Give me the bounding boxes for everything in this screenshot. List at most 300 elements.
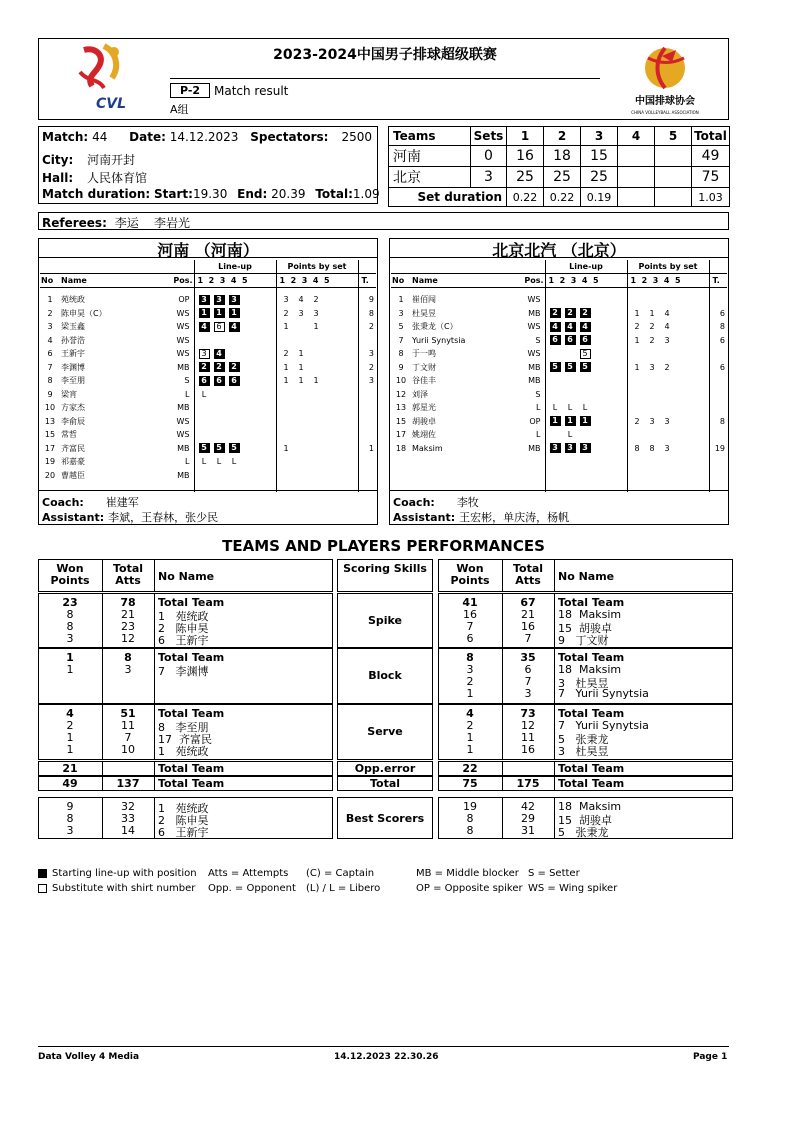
player-points	[276, 388, 358, 402]
logo-text: CVL	[96, 96, 127, 112]
player-number: 19	[44, 457, 56, 467]
lineup-start-box: 2	[214, 362, 225, 372]
won-points: 1	[66, 663, 74, 676]
player-lineup	[545, 293, 627, 307]
player-row	[40, 415, 376, 429]
team-b-coach: 李牧	[456, 496, 479, 509]
best-atts: 42	[521, 800, 535, 813]
player-lineup	[194, 307, 276, 321]
roster-group-header	[358, 260, 376, 274]
perf-col-divider	[154, 761, 155, 791]
player-row	[40, 455, 376, 469]
player-position: WS	[176, 322, 190, 332]
set-points: 3	[649, 362, 655, 372]
lineup-libero: L	[231, 457, 237, 467]
lineup-sub-box: 6	[214, 322, 225, 332]
team-a-coach: 崔建军	[105, 496, 139, 509]
team-a-assistant-line	[42, 509, 218, 525]
player-points	[276, 455, 358, 469]
player-points	[627, 401, 709, 415]
total-atts: 78	[120, 596, 136, 609]
player-position: WS	[176, 430, 190, 440]
won-points: 7	[466, 620, 474, 633]
best-player: 18 Maksim	[558, 800, 622, 813]
player-name: 刘泽	[412, 389, 428, 399]
team-a-coach-divider	[38, 490, 378, 491]
set-points: 2	[634, 322, 640, 332]
player-points	[276, 428, 358, 442]
match-date: 14.12.2023	[169, 130, 239, 144]
hall-value: 人民体育馆	[87, 171, 148, 185]
set3-duration: 0.19	[581, 188, 618, 207]
player-name: 方家杰	[61, 403, 85, 413]
roster-group-header	[60, 260, 164, 274]
player-name: 李渊博	[61, 362, 85, 372]
no-name-header: No Name	[158, 570, 215, 583]
best-atts: 33	[121, 812, 135, 825]
set-points: 3	[664, 335, 670, 345]
perf-col-divider	[554, 761, 555, 791]
set-points: 3	[313, 308, 319, 318]
player-name: 丁文财	[412, 362, 436, 372]
player-name: 王新宇	[61, 349, 85, 359]
player-number: 15	[395, 416, 407, 426]
player-position: WS	[527, 349, 541, 359]
player-number: 20	[44, 470, 56, 480]
legend-op: OP = Opposite spiker	[416, 883, 523, 894]
best-points: 8	[66, 812, 74, 825]
player-position: MB	[177, 403, 190, 413]
start-value: 19.30	[192, 187, 228, 201]
total-atts: 21	[521, 608, 535, 621]
player-points	[276, 361, 358, 375]
player-lineup	[545, 307, 627, 321]
player-lineup	[194, 401, 276, 415]
page-title: 2023-2024中国男子排球超级联赛	[273, 47, 497, 63]
player-position: WS	[176, 335, 190, 345]
set4-duration	[618, 188, 655, 207]
lineup-start-box: 4	[580, 322, 591, 332]
lineup-libero: L	[567, 430, 573, 440]
set-points: 2	[649, 322, 655, 332]
best-player: 6 王新宇	[158, 826, 209, 839]
total-duration: 1.03	[692, 188, 730, 207]
won-points: 4	[66, 707, 74, 720]
set-duration-label: Set duration	[389, 188, 507, 207]
team1-set1: 16	[507, 146, 544, 167]
player-row	[40, 334, 376, 348]
won-points: 3	[66, 632, 74, 645]
lineup-libero: L	[201, 457, 207, 467]
player-total	[709, 388, 727, 402]
total-atts-b: 175	[516, 777, 540, 790]
player-position: MB	[528, 443, 541, 453]
total-atts: 11	[521, 731, 535, 744]
team1-set5	[655, 146, 692, 167]
lineup-start-box: 6	[229, 376, 240, 386]
roster-table	[391, 260, 727, 492]
player-name: 梁玉鑫	[61, 322, 85, 332]
player-position: OP	[178, 295, 190, 305]
player-points	[276, 347, 358, 361]
player-total	[358, 388, 376, 402]
total-atts: 7	[524, 632, 532, 645]
player-label: 3 杜昊昱	[558, 677, 609, 690]
player-number: 12	[395, 389, 407, 399]
player-label: 17 齐富民	[158, 733, 212, 746]
team-b-roster	[391, 260, 727, 492]
roster-group-header: Line-up	[194, 260, 276, 274]
lineup-start-box: 3	[229, 295, 240, 305]
player-lineup	[194, 320, 276, 334]
player-number: 6	[47, 349, 53, 359]
player-label: 1 苑统政	[158, 610, 209, 623]
team-a-coach-line	[42, 494, 139, 510]
starting-lineup-square-icon	[38, 869, 47, 878]
player-number: 10	[395, 376, 407, 386]
won-points: 1	[66, 651, 74, 664]
lineup-start-box: 1	[565, 416, 576, 426]
player-position: L	[185, 457, 190, 467]
roster-column-header: Pos.	[515, 274, 545, 288]
player-name: 陈申昊（C）	[61, 308, 107, 318]
player-position: S	[535, 335, 541, 345]
player-position: MB	[177, 443, 190, 453]
lineup-libero: L	[582, 403, 588, 413]
score-table	[388, 126, 730, 207]
set-points: 1	[313, 322, 319, 332]
player-name: 张秉龙（C）	[412, 322, 458, 332]
perf-col-divider	[554, 593, 555, 648]
player-name: 齐富民	[61, 443, 85, 453]
player-lineup	[545, 320, 627, 334]
best-atts: 31	[521, 824, 535, 837]
lineup-start-box: 3	[199, 295, 210, 305]
lineup-libero: L	[552, 403, 558, 413]
team-b-assistant-line	[393, 509, 569, 525]
player-total: 1	[358, 442, 376, 456]
player-number: 7	[47, 362, 53, 372]
team-a-roster	[40, 260, 376, 492]
perf-col-divider	[154, 559, 155, 592]
city-line	[42, 151, 135, 168]
total-atts: 7	[124, 731, 132, 744]
roster-group-header	[40, 260, 60, 274]
best-atts: 14	[121, 824, 135, 837]
end-label: End:	[237, 187, 268, 201]
player-number: 4	[47, 335, 53, 345]
total-atts: 10	[121, 743, 135, 756]
spectators-label: Spectators:	[250, 130, 329, 144]
player-lineup	[194, 415, 276, 429]
set-points: 4	[664, 308, 670, 318]
set-points: 1	[283, 362, 289, 372]
player-position: WS	[527, 295, 541, 305]
player-row	[391, 347, 727, 361]
assistant-label: Assistant:	[42, 511, 105, 524]
player-name: 常哲	[61, 430, 77, 440]
player-lineup	[545, 334, 627, 348]
total-points-b: 75	[462, 777, 478, 790]
won-points: 1	[66, 743, 74, 756]
player-total: 3	[358, 374, 376, 388]
total-atts: 23	[121, 620, 135, 633]
player-lineup	[545, 361, 627, 375]
set-points: 1	[298, 362, 304, 372]
won-points: 8	[466, 651, 474, 664]
total-atts: 51	[120, 707, 136, 720]
player-points	[276, 307, 358, 321]
best-player: 15 胡骏卓	[558, 814, 612, 827]
player-label: 18 Maksim	[558, 608, 622, 621]
player-number: 3	[398, 308, 404, 318]
set-points: 3	[664, 416, 670, 426]
player-lineup	[194, 334, 276, 348]
lineup-start-box: 3	[214, 295, 225, 305]
player-label: Total Team	[158, 596, 225, 609]
best-player: 2 陈申昊	[158, 814, 209, 827]
roster-group-header	[709, 260, 727, 274]
player-label: Total Team	[558, 596, 625, 609]
team-a-title: 河南 （河南）	[38, 238, 378, 258]
team-b-assistants: 王宏彬，单庆涛，杨帆	[459, 511, 570, 524]
won-points: 23	[62, 596, 78, 609]
lineup-start-box: 1	[550, 416, 561, 426]
player-name: 崔佰闯	[412, 295, 436, 305]
lineup-start-box: 2	[565, 308, 576, 318]
player-total	[709, 293, 727, 307]
player-lineup	[194, 428, 276, 442]
player-row	[391, 307, 727, 321]
player-name: 姚翊佐	[412, 430, 436, 440]
player-number: 8	[398, 349, 404, 359]
player-number: 9	[398, 362, 404, 372]
player-label: 7 Yurii Synytsia	[558, 719, 649, 732]
won-points: 1	[66, 731, 74, 744]
city-label: City:	[42, 153, 74, 167]
team-b-title: 北京北汽 （北京）	[389, 238, 729, 258]
player-name: 谷佳丰	[412, 376, 436, 386]
legend-captain: (C) = Captain	[306, 868, 375, 879]
set-points: 3	[298, 308, 304, 318]
player-row	[40, 320, 376, 334]
team2-name: 北京	[389, 167, 471, 188]
set-points: 3	[649, 416, 655, 426]
total-atts: 67	[520, 596, 536, 609]
set-points: 1	[649, 308, 655, 318]
legend-mb: MB = Middle blocker	[416, 868, 519, 879]
skill-name: Serve	[367, 725, 403, 738]
team2-set1: 25	[507, 167, 544, 188]
doc-name: Match result	[214, 84, 289, 98]
roster-group-header: Points by set	[627, 260, 709, 274]
player-name: 曹越臣	[61, 470, 85, 480]
roster-group-header: Points by set	[276, 260, 358, 274]
lineup-start-box: 5	[580, 362, 591, 372]
roster-column-header: 1 2 3 4 5	[194, 274, 276, 288]
legend-setter: S = Setter	[528, 868, 580, 879]
player-lineup	[545, 374, 627, 388]
set-points: 3	[283, 295, 289, 305]
lineup-libero: L	[567, 403, 573, 413]
player-row	[40, 401, 376, 415]
federation-sub: CHINA VOLLEYBALL ASSOCIATION	[631, 110, 699, 115]
team-b-coach-divider	[389, 490, 729, 491]
total-atts-a: 137	[116, 777, 140, 790]
total-atts: 3	[124, 663, 132, 676]
best-atts: 29	[521, 812, 535, 825]
player-lineup	[194, 361, 276, 375]
roster-filler	[515, 455, 545, 492]
best-points: 8	[466, 824, 474, 837]
player-position: WS	[176, 416, 190, 426]
opp-error-skill: Opp.error	[354, 762, 416, 775]
roster-column-header: T.	[709, 274, 727, 288]
player-points	[627, 347, 709, 361]
lineup-start-box: 1	[199, 308, 210, 318]
total-value: 1.09	[352, 187, 380, 201]
total-points-a: 49	[62, 777, 78, 790]
group-label: A组	[170, 103, 189, 116]
player-name: 杜昊昱	[412, 308, 436, 318]
total-atts: 16	[521, 620, 535, 633]
roster-column-header: Name	[60, 274, 164, 288]
player-total	[358, 428, 376, 442]
player-name: Maksim	[412, 443, 443, 453]
federation-text: 中国排球协会	[635, 96, 695, 107]
lineup-start-box: 3	[565, 443, 576, 453]
player-name: 于一鸣	[412, 349, 436, 359]
lineup-start-box: 2	[550, 308, 561, 318]
set-points: 4	[664, 322, 670, 332]
set-points: 1	[634, 308, 640, 318]
player-total: 2	[358, 361, 376, 375]
won-points: 1	[466, 731, 474, 744]
set5-duration	[655, 188, 692, 207]
player-row	[391, 293, 727, 307]
lineup-start-box: 6	[580, 335, 591, 345]
player-lineup	[194, 374, 276, 388]
roster-group-header	[391, 260, 411, 274]
player-row	[40, 374, 376, 388]
total-atts: 73	[520, 707, 536, 720]
substitute-square-icon	[38, 884, 47, 893]
roster-group-header	[164, 260, 194, 274]
set-points: 8	[649, 443, 655, 453]
player-lineup	[194, 293, 276, 307]
roster-filler	[627, 455, 709, 492]
skill-name: Spike	[367, 613, 403, 627]
player-points	[627, 442, 709, 456]
player-lineup	[545, 388, 627, 402]
set-points: 2	[649, 335, 655, 345]
player-total: 6	[709, 307, 727, 321]
player-number: 3	[47, 322, 53, 332]
duration-line	[42, 187, 380, 201]
col-set5: 5	[655, 127, 692, 146]
perf-col-divider	[554, 559, 555, 592]
perf-col-divider	[554, 704, 555, 760]
player-row	[391, 320, 727, 334]
player-total: 6	[709, 334, 727, 348]
team1-set2: 18	[544, 146, 581, 167]
player-row	[391, 388, 727, 402]
player-label: 7 李渊博	[158, 665, 209, 678]
player-points	[276, 469, 358, 483]
team1-set3: 15	[581, 146, 618, 167]
player-number: 1	[47, 295, 53, 305]
player-number: 1	[398, 295, 404, 305]
won-points: 4	[466, 707, 474, 720]
total-atts: 35	[520, 651, 536, 664]
player-lineup	[194, 469, 276, 483]
best-player: 5 张秉龙	[558, 826, 609, 839]
player-label: 5 张秉龙	[558, 733, 609, 746]
player-row	[391, 374, 727, 388]
player-position: MB	[177, 470, 190, 480]
won-points-header: Won Points	[450, 562, 490, 587]
player-name: Yurii Synytsia	[412, 335, 466, 345]
coach-label: Coach:	[393, 496, 435, 509]
legend-atts: Atts = Attempts	[208, 868, 289, 879]
set-points: 1	[298, 376, 304, 386]
player-row	[391, 415, 727, 429]
player-lineup	[545, 401, 627, 415]
team2-set4	[618, 167, 655, 188]
player-row	[40, 428, 376, 442]
roster-column-header: 1 2 3 4 5	[276, 274, 358, 288]
player-number: 5	[398, 322, 404, 332]
col-teams: Teams	[389, 127, 471, 146]
total-skill: Total	[369, 777, 401, 790]
lineup-start-box: 5	[199, 443, 210, 453]
player-label: 6 王新宇	[158, 634, 209, 647]
lineup-start-box: 2	[199, 362, 210, 372]
player-total: 8	[709, 415, 727, 429]
player-points	[276, 374, 358, 388]
player-label: 2 陈申昊	[158, 622, 209, 635]
player-total	[709, 347, 727, 361]
player-name: 李至朋	[61, 376, 85, 386]
player-name: 梁宵	[61, 389, 77, 399]
player-number: 7	[398, 335, 404, 345]
won-points: 6	[466, 632, 474, 645]
team2-total: 75	[692, 167, 730, 188]
player-label: Total Team	[158, 651, 225, 664]
perf-col-divider	[154, 648, 155, 704]
set-points: 1	[298, 349, 304, 359]
player-position: MB	[528, 376, 541, 386]
player-position: MB	[177, 362, 190, 372]
set-points: 2	[634, 416, 640, 426]
lineup-sub-box: 5	[580, 349, 591, 359]
set-points: 8	[634, 443, 640, 453]
player-position: S	[184, 376, 190, 386]
player-row	[391, 428, 727, 442]
best-points: 19	[463, 800, 477, 813]
player-row	[40, 469, 376, 483]
player-row	[40, 347, 376, 361]
player-points	[627, 334, 709, 348]
col-set1: 1	[507, 127, 544, 146]
roster-group-header: Line-up	[545, 260, 627, 274]
performance-title: TEAMS AND PLAYERS PERFORMANCES	[222, 537, 545, 555]
player-points	[627, 361, 709, 375]
player-row	[391, 401, 727, 415]
set1-duration: 0.22	[507, 188, 544, 207]
team-b-coach-line	[393, 494, 479, 510]
set-points: 2	[283, 349, 289, 359]
